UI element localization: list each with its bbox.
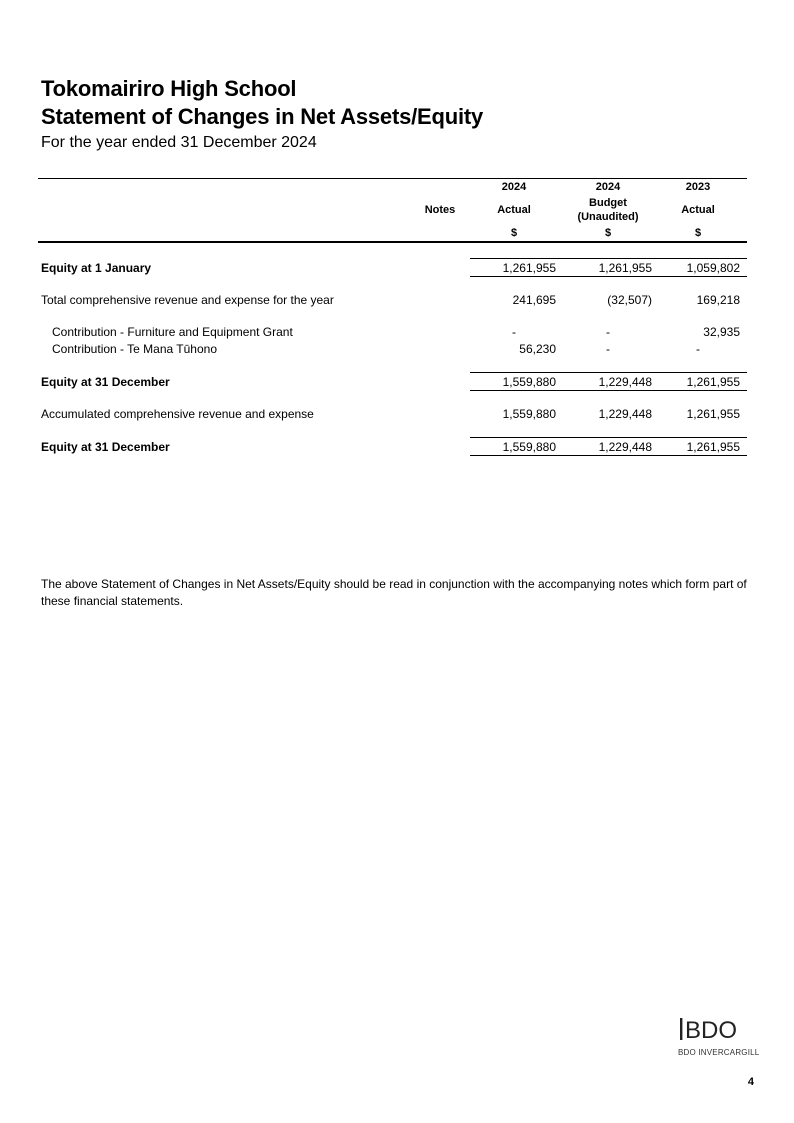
row-value: 1,229,448 — [598, 440, 652, 454]
footnote: The above Statement of Changes in Net Assets/Equity should be read in conjunction with the accompanying notes which form part of these financial statements. — [41, 577, 747, 608]
bdo-logo — [678, 1015, 742, 1048]
row-rule — [470, 390, 747, 391]
row-rule — [470, 372, 747, 373]
page-number: 4 — [747, 1076, 754, 1088]
row-value: - — [606, 342, 610, 356]
bdo-logo-text: BDO — [685, 1017, 738, 1043]
row-value: - — [512, 325, 516, 339]
col3-year: 2023 — [685, 181, 711, 193]
row-value: 1,261,955 — [686, 375, 740, 389]
bdo-logo-subtitle: BDO INVERCARGILL — [678, 1048, 760, 1057]
row-rule — [470, 276, 747, 277]
col2-year: 2024 — [595, 181, 621, 193]
top-rule — [38, 178, 747, 179]
col1-unit: $ — [510, 227, 518, 239]
school-name: Tokomairiro High School — [41, 76, 297, 101]
col2-unit: $ — [604, 227, 612, 239]
row-value: 1,229,448 — [598, 375, 652, 389]
row-value: 1,559,880 — [502, 407, 556, 421]
statement-title: Statement of Changes in Net Assets/Equity — [41, 104, 484, 129]
row-value: (32,507) — [607, 293, 652, 307]
col3-label: Actual — [681, 204, 715, 216]
row-label: Accumulated comprehensive revenue and expense — [41, 407, 314, 421]
notes-header: Notes — [424, 204, 456, 216]
row-value: 1,261,955 — [686, 407, 740, 421]
row-value: 32,935 — [703, 325, 740, 339]
row-value: 241,695 — [512, 293, 556, 307]
row-value: 56,230 — [519, 342, 556, 356]
row-value: 169,218 — [696, 293, 740, 307]
row-value: 1,261,955 — [686, 440, 740, 454]
row-rule — [470, 455, 747, 456]
row-value: - — [696, 342, 700, 356]
row-label: Contribution - Furniture and Equipment Grant — [52, 325, 293, 339]
row-label: Contribution - Te Mana Tūhono — [52, 342, 217, 356]
col3-unit: $ — [694, 227, 702, 239]
row-value: 1,559,880 — [502, 440, 556, 454]
col1-year: 2024 — [501, 181, 527, 193]
row-value: 1,261,955 — [502, 261, 556, 275]
col2-label: Budget (Unaudited) — [577, 197, 639, 223]
row-value: 1,559,880 — [502, 375, 556, 389]
row-rule — [470, 437, 747, 438]
row-value: 1,059,802 — [686, 261, 740, 275]
bdo-logo-icon — [678, 1015, 742, 1043]
header-rule — [38, 241, 747, 243]
row-value: 1,229,448 — [598, 407, 652, 421]
row-rule — [470, 258, 747, 259]
row-label: Equity at 31 December — [41, 440, 170, 454]
row-value: - — [606, 325, 610, 339]
row-label: Equity at 1 January — [41, 261, 152, 275]
col1-label: Actual — [497, 204, 531, 216]
row-value: 1,261,955 — [598, 261, 652, 275]
row-label: Total comprehensive revenue and expense for the year — [41, 293, 334, 307]
statement-period: For the year ended 31 December 2024 — [41, 134, 317, 151]
row-label: Equity at 31 December — [41, 375, 170, 389]
